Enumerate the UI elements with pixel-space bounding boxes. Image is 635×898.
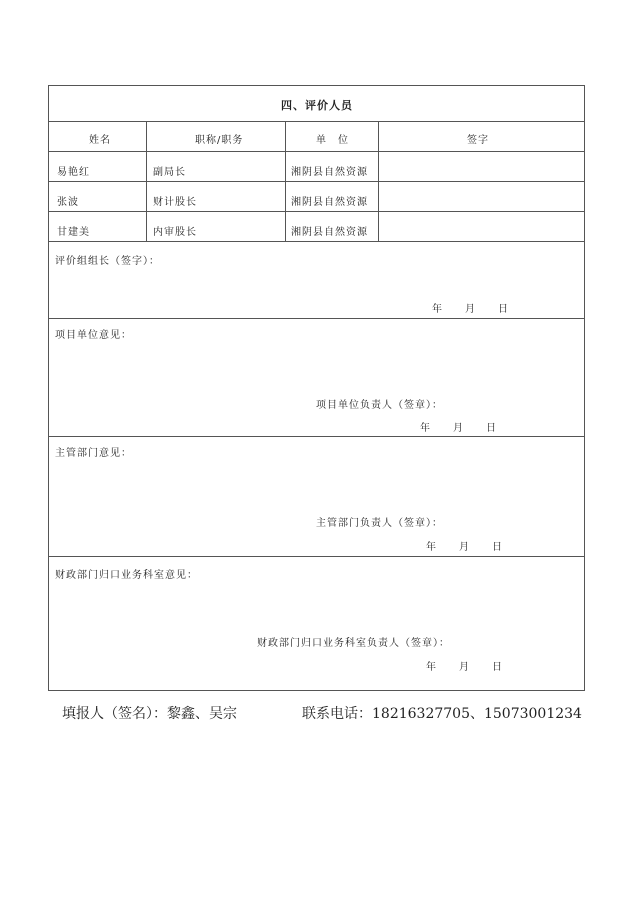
header-signature: 签字 [467,135,489,146]
project-unit-date: 年 月 日 [420,423,497,434]
row-3-unit: 湘阴县自然资源 [291,227,368,238]
filler-signature: 填报人（签名）：黎鑫、吴宗 [62,706,237,722]
competent-dept-date: 年 月 日 [426,542,503,553]
row-2-title: 财计股长 [153,197,197,208]
leader-label: 评价组组长（签字）： [55,256,160,267]
project-unit-signer: 项目单位负责人（签章）： [316,400,443,411]
finance-dept-date: 年 月 日 [426,662,503,673]
competent-dept-signer: 主管部门负责人（签章）： [316,518,443,529]
row-3-name: 甘建美 [57,227,90,238]
row-2-unit: 湘阴县自然资源 [291,197,368,208]
row-2-name: 张波 [57,197,79,208]
section-title: 四、评价人员 [281,99,353,112]
contact-phone: 联系电话：18216327705、15073001234 [302,706,582,722]
row-1-title: 副局长 [153,167,186,178]
header-unit: 单 位 [316,135,349,146]
row-3-title: 内审股长 [153,227,197,238]
competent-dept-label: 主管部门意见： [55,448,132,459]
row-1-name: 易艳红 [57,167,90,178]
evaluation-personnel-table [48,85,585,691]
leader-date: 年 月 日 [432,304,509,315]
project-unit-label: 项目单位意见： [55,330,132,341]
header-title: 职称/职务 [195,135,244,146]
row-1-unit: 湘阴县自然资源 [291,167,368,178]
finance-dept-signer: 财政部门归口业务科室负责人（签章）： [257,638,450,649]
header-name: 姓名 [89,135,111,146]
finance-dept-label: 财政部门归口业务科室意见： [55,570,198,581]
